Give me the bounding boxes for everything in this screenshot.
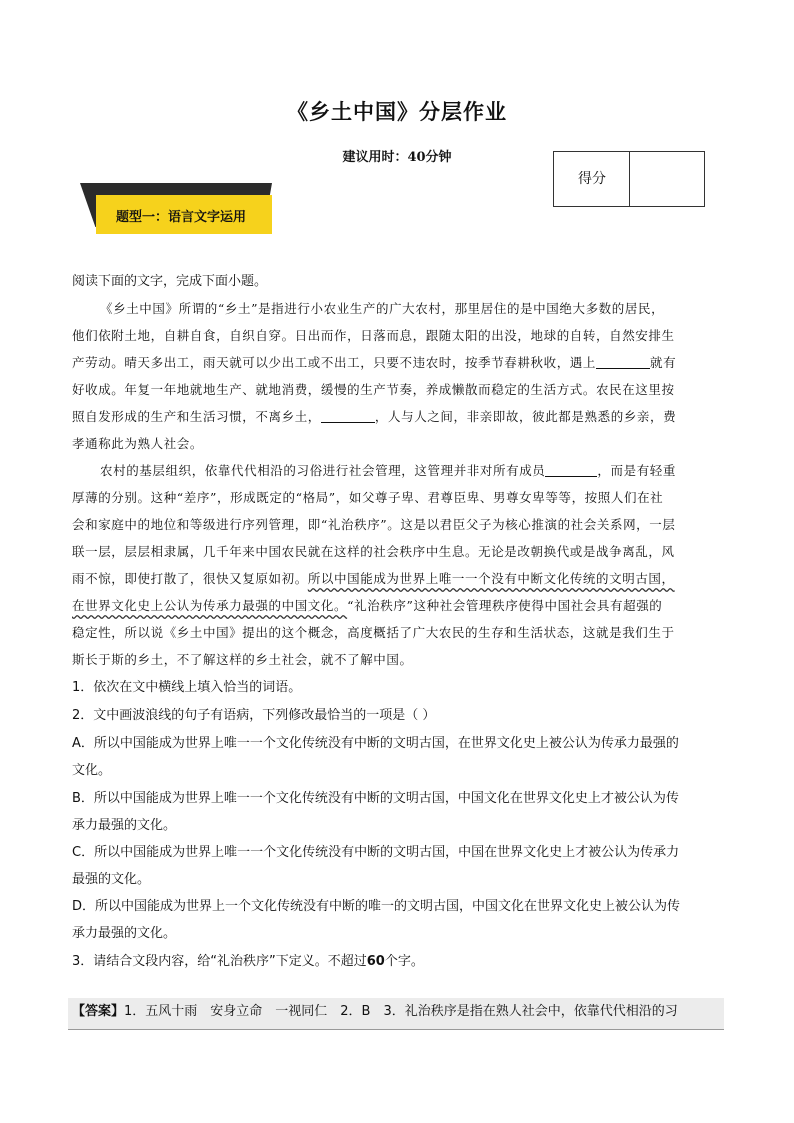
suggested-time: 建议用时：40分钟	[342, 150, 452, 165]
section-banner: 题型一：语言文字运用	[96, 195, 272, 234]
option-c-line: 最强的文化。	[72, 872, 151, 887]
option-b-line: B．所以中国能成为世界上唯一一个文化传统没有中断的文明古国，中国文化在世界文化史上才被公认为传	[72, 791, 679, 806]
passage-line: 稳定性，所以说《乡土中国》提出的这个概念，高度概括了广大农民的生存和生活状态，这就是我们生于	[72, 625, 675, 640]
passage-line: 联一层，层层相隶属，几千年来中国农民就在这样的社会秩序中生息。无论是改朝换代或是战争离乱，风	[72, 544, 675, 559]
score-box	[553, 151, 705, 207]
passage-text: 照自发形成的生产和生活习惯，不离乡土，	[72, 409, 321, 424]
passage-line	[72, 403, 676, 430]
passage-line: 好收成。年复一年地就地生产、就地消费，缓慢的生产节奏，养成懒散而稳定的生活方式。农民在这里按	[72, 382, 675, 397]
word-limit: 60	[366, 954, 385, 969]
passage-line: 他们依附土地，自耕自食，自织自穿。日出而作，日落而息，跟随太阳的出没，地球的自转，自然安排生	[72, 328, 675, 343]
passage-line: 《乡土中国》所谓的“乡土”是指进行小农业生产的广大农村，那里居住的是中国绝大多数的居民，	[100, 301, 665, 316]
question-3-text: 个字。	[384, 954, 424, 969]
option-a-line: 文化。	[72, 763, 112, 778]
passage-line	[72, 349, 676, 376]
wavy-underlined-sentence: 在世界文化史上公认为传承力最强的中国文化。	[72, 598, 348, 613]
passage-line: 会和家庭中的地位和等级进行序列管理，即“礼治秩序”。这是以君臣父子为核心推演的社会关系网，一层	[72, 517, 676, 532]
fill-in-blank	[545, 463, 597, 477]
passage-text: “礼治秩序”这种社会管理秩序使得中国社会具有超强的	[347, 598, 663, 613]
question-1: 1．依次在文中横线上填入恰当的词语。	[72, 680, 302, 695]
instruction-text: 阅读下面的文字，完成下面小题。	[72, 274, 268, 289]
passage-line	[100, 457, 676, 484]
passage-text: ，人与人之间，非亲即故，彼此都是熟悉的乡亲，费	[374, 409, 677, 424]
passage-line: 厚薄的分别。这种“差序”，形成既定的“格局”，如父尊子卑、君尊臣卑、男尊女卑等等，按照人们在社	[72, 490, 664, 505]
option-b-line: 承力最强的文化。	[72, 818, 177, 833]
score-label: 得分	[554, 152, 630, 206]
wavy-underlined-sentence: 所以中国能成为世界上唯一一个没有中断文化传统的文明古国，	[307, 571, 675, 586]
passage-line	[72, 565, 675, 592]
passage-text: 就有	[650, 355, 677, 370]
answer-label: 【答案】	[72, 1004, 125, 1019]
question-3-text: 3．请结合文段内容，给“礼治秩序”下定义。不超过	[72, 954, 367, 969]
question-2: 2．文中画波浪线的句子有语病，下列修改最恰当的一项是（ ）	[72, 708, 436, 723]
document-title: 《乡土中国》分层作业	[287, 100, 507, 124]
passage-text: 产劳动。晴天多出工，雨天就可以少出工或不出工，只要不违农时，按季节春耕秋收，遇上	[72, 355, 597, 370]
option-d-line: 承力最强的文化。	[72, 926, 177, 941]
answer-bar	[68, 998, 724, 1030]
question-3	[72, 948, 424, 975]
score-value-cell	[630, 152, 704, 206]
passage-line: 斯长于斯的乡土，不了解这样的乡土社会，就不了解中国。	[72, 652, 413, 667]
option-c-line: C．所以中国能成为世界上唯一一个文化传统没有中断的文明古国，中国在世界文化史上才被公认为传承力	[72, 845, 680, 860]
fill-in-blank	[596, 355, 650, 369]
answer-text: 1．五风十雨 安身立命 一视同仁 2．B 3．礼治秩序是指在熟人社会中，依靠代代相沿的习	[124, 1004, 678, 1019]
passage-line: 孝通称此为熟人社会。	[72, 436, 204, 451]
passage-text: 雨不惊，即使打散了，很快又复原如初。	[72, 571, 308, 586]
option-d-line: D．所以中国能成为世界上一个文化传统没有中断的唯一的文明古国，中国文化在世界文化史上被公认为传	[72, 899, 681, 914]
fill-in-blank	[321, 409, 375, 423]
passage-text: 农村的基层组织，依靠代代相沿的习俗进行社会管理，这管理并非对所有成员	[100, 463, 546, 478]
passage-text: ，而是有轻重	[597, 463, 677, 478]
option-a-line: A．所以中国能成为世界上唯一一个文化传统没有中断的文明古国，在世界文化史上被公认为传承力最强的	[72, 736, 679, 751]
passage-line	[72, 592, 662, 619]
